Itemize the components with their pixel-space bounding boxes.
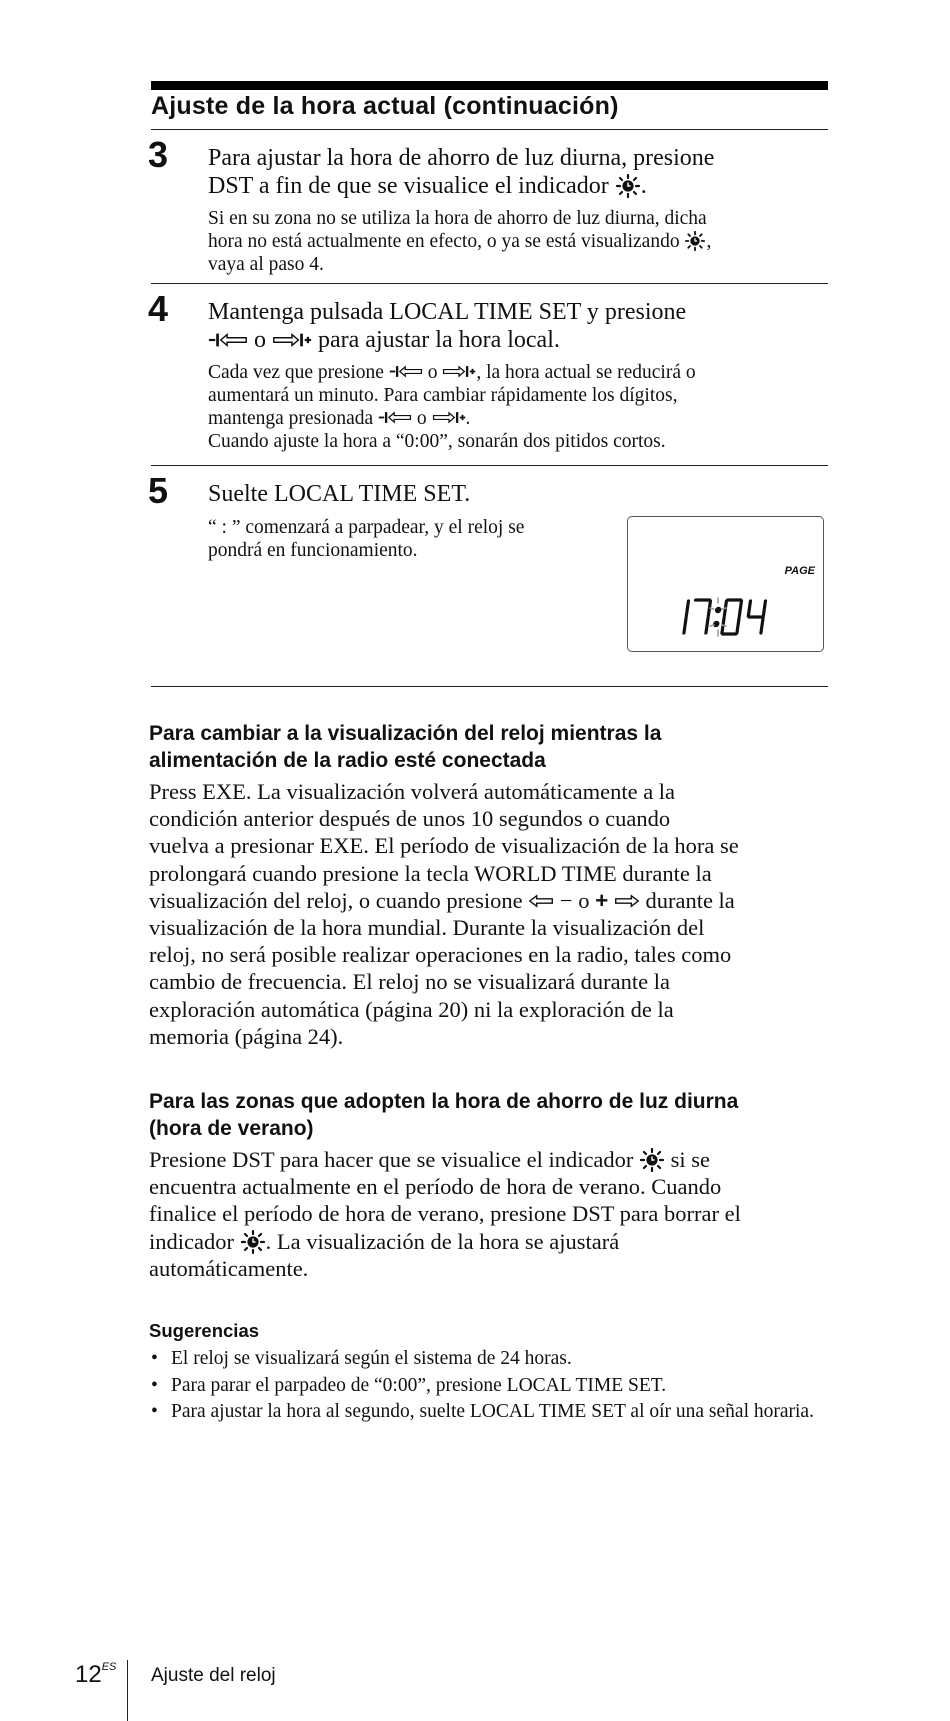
forward-plus-icon: [432, 410, 466, 425]
list-item: [149, 1375, 829, 1398]
plus-symbol: +: [595, 887, 609, 913]
note-line: hora no está actualmente en efecto, o ya se está visualizando ,: [208, 231, 712, 252]
para-line: Press EXE. La visualización volverá automáticamente a la: [149, 779, 676, 804]
tip-text: Para ajustar la hora al segundo, suelte LOCAL TIME SET al oír una señal horaria.: [171, 1401, 814, 1422]
note-line: pondrá en funcionamiento.: [208, 540, 418, 561]
para-line: cambio de frecuencia. El reloj no se visualizará durante la: [149, 969, 671, 995]
para-line: prolongará cuando presione la tecla WORLD TIME durante la: [149, 860, 712, 886]
para-text: durante la: [645, 887, 735, 913]
note-text: , la hora actual se reducirá o: [476, 362, 696, 383]
step-note: [208, 207, 828, 276]
forward-plus-icon: [442, 364, 476, 379]
dst-sun-icon: [615, 174, 641, 198]
top-rule: [151, 81, 828, 90]
heading-line: Para cambiar a la visualización del reloj mientras la: [149, 722, 662, 745]
subsection-heading: [149, 720, 829, 774]
para-line: encuentra actualmente en el período de hora de verano. Cuando: [149, 1174, 722, 1200]
note-text: hora no está actualmente en efecto, o ya se está visualizando: [208, 231, 680, 252]
para-line: reloj, no será posible realizar operaciones en la radio, tales como: [149, 942, 732, 968]
minus-symbol: −: [559, 887, 573, 913]
bullet: •: [151, 1348, 158, 1369]
footer-divider: [127, 1660, 128, 1721]
step-note: [208, 361, 828, 453]
list-item: [149, 1348, 829, 1371]
divider: [151, 686, 828, 687]
tips-list: [149, 1348, 829, 1428]
para-text: si se: [670, 1147, 711, 1172]
para-text: o: [578, 887, 590, 913]
step-number: 5: [148, 470, 169, 511]
para-line: exploración automática (página 20) ni la exploración de la: [149, 996, 674, 1022]
para-line: finalice el período de hora de verano, presione DST para borrar el: [149, 1201, 741, 1227]
divider: [151, 283, 828, 284]
note-text: mantenga presionada: [208, 408, 374, 429]
note-line: aumentará un minuto. Para cambiar rápidamente los dígitos,: [208, 385, 678, 406]
note-text: o: [416, 408, 427, 429]
note-line: mantenga presionada o .: [208, 408, 471, 429]
para-line: [149, 1228, 831, 1255]
footer-section-name: Ajuste del reloj: [151, 1665, 276, 1686]
rewind-minus-icon: [208, 331, 248, 349]
tip-text: Para parar el parpadeo de “0:00”, presione LOCAL TIME SET.: [171, 1374, 667, 1396]
step-instruction: [208, 480, 828, 508]
page-number-value: 12: [75, 1661, 102, 1688]
lcd-digits: [680, 597, 770, 637]
heading-line: (hora de verano): [149, 1117, 314, 1140]
section-title: Ajuste de la hora actual (continuación): [151, 92, 619, 120]
para-text: Presione DST para hacer que se visualice el indicador: [149, 1147, 634, 1172]
page-number: [75, 1661, 116, 1689]
lcd-display-illustration: [627, 516, 824, 652]
step-text: para ajustar la hora local.: [318, 327, 560, 353]
divider: [151, 465, 828, 466]
para-line: automáticamente.: [149, 1255, 309, 1281]
para-line: [149, 1146, 831, 1173]
lcd-page-label: PAGE: [784, 565, 815, 577]
step-text: DST a fin de que se visualice el indicador: [208, 173, 609, 199]
clock-display-paragraph: [149, 778, 831, 1050]
step-number: 4: [148, 288, 169, 329]
subsection-heading: [149, 1088, 829, 1142]
step-note: [208, 516, 608, 562]
step-text: o: [254, 327, 266, 353]
bullet: •: [151, 1401, 158, 1422]
para-text: . La visualización de la hora se ajustará: [265, 1228, 620, 1254]
note-line: Cuando ajuste la hora a “0:00”, sonarán dos pitidos cortos.: [208, 431, 666, 452]
para-text: indicador: [149, 1228, 234, 1254]
bullet: •: [151, 1374, 158, 1396]
rewind-minus-icon: [378, 410, 412, 425]
rewind-minus-icon: [389, 364, 423, 379]
note-line: Si en su zona no se utiliza la hora de ahorro de luz diurna, dicha: [208, 208, 707, 229]
note-line: [208, 361, 828, 384]
page-language-suffix: ES: [101, 1661, 117, 1673]
step-instruction: [208, 144, 828, 200]
para-text: visualización del reloj, o cuando presione: [149, 887, 523, 913]
list-item: [149, 1401, 829, 1424]
step-instruction: [208, 298, 828, 354]
step-line: Para ajustar la hora de ahorro de luz diurna, presione: [208, 145, 715, 171]
note-text: o: [427, 362, 438, 383]
tip-text: El reloj se visualizará según el sistema de 24 horas.: [171, 1348, 572, 1369]
para-line: visualización de la hora mundial. Durante la visualización del: [149, 915, 705, 941]
note-text: Cada vez que presione: [208, 362, 384, 383]
divider: [151, 129, 828, 130]
dst-sun-icon: [684, 231, 706, 251]
heading-line: Para las zonas que adopten la hora de ahorro de luz diurna: [149, 1090, 739, 1113]
para-line: memoria (página 24).: [149, 1023, 344, 1049]
dst-sun-icon: [240, 1230, 266, 1254]
para-line: condición anterior después de unos 10 segundos o cuando: [149, 806, 671, 832]
step-line: Suelte LOCAL TIME SET.: [208, 481, 471, 507]
step-line: Mantenga pulsada LOCAL TIME SET y presione: [208, 299, 687, 325]
para-line: vuelva a presionar EXE. El período de visualización de la hora se: [149, 833, 739, 859]
right-arrow-icon: [614, 892, 640, 910]
para-line: [149, 887, 831, 914]
step-line: DST a fin de que se visualice el indicador .: [208, 173, 647, 199]
note-line: vaya al paso 4.: [208, 254, 324, 275]
note-line: “ : ” comenzará a parpadear, y el reloj se: [208, 517, 525, 538]
dst-paragraph: [149, 1146, 831, 1282]
step-line: [208, 326, 828, 354]
dst-sun-icon: [639, 1148, 665, 1172]
step-number: 3: [148, 134, 169, 175]
forward-plus-icon: [272, 331, 312, 349]
left-arrow-icon: [528, 892, 554, 910]
tips-heading: Sugerencias: [149, 1320, 260, 1341]
heading-line: alimentación de la radio esté conectada: [149, 749, 546, 772]
